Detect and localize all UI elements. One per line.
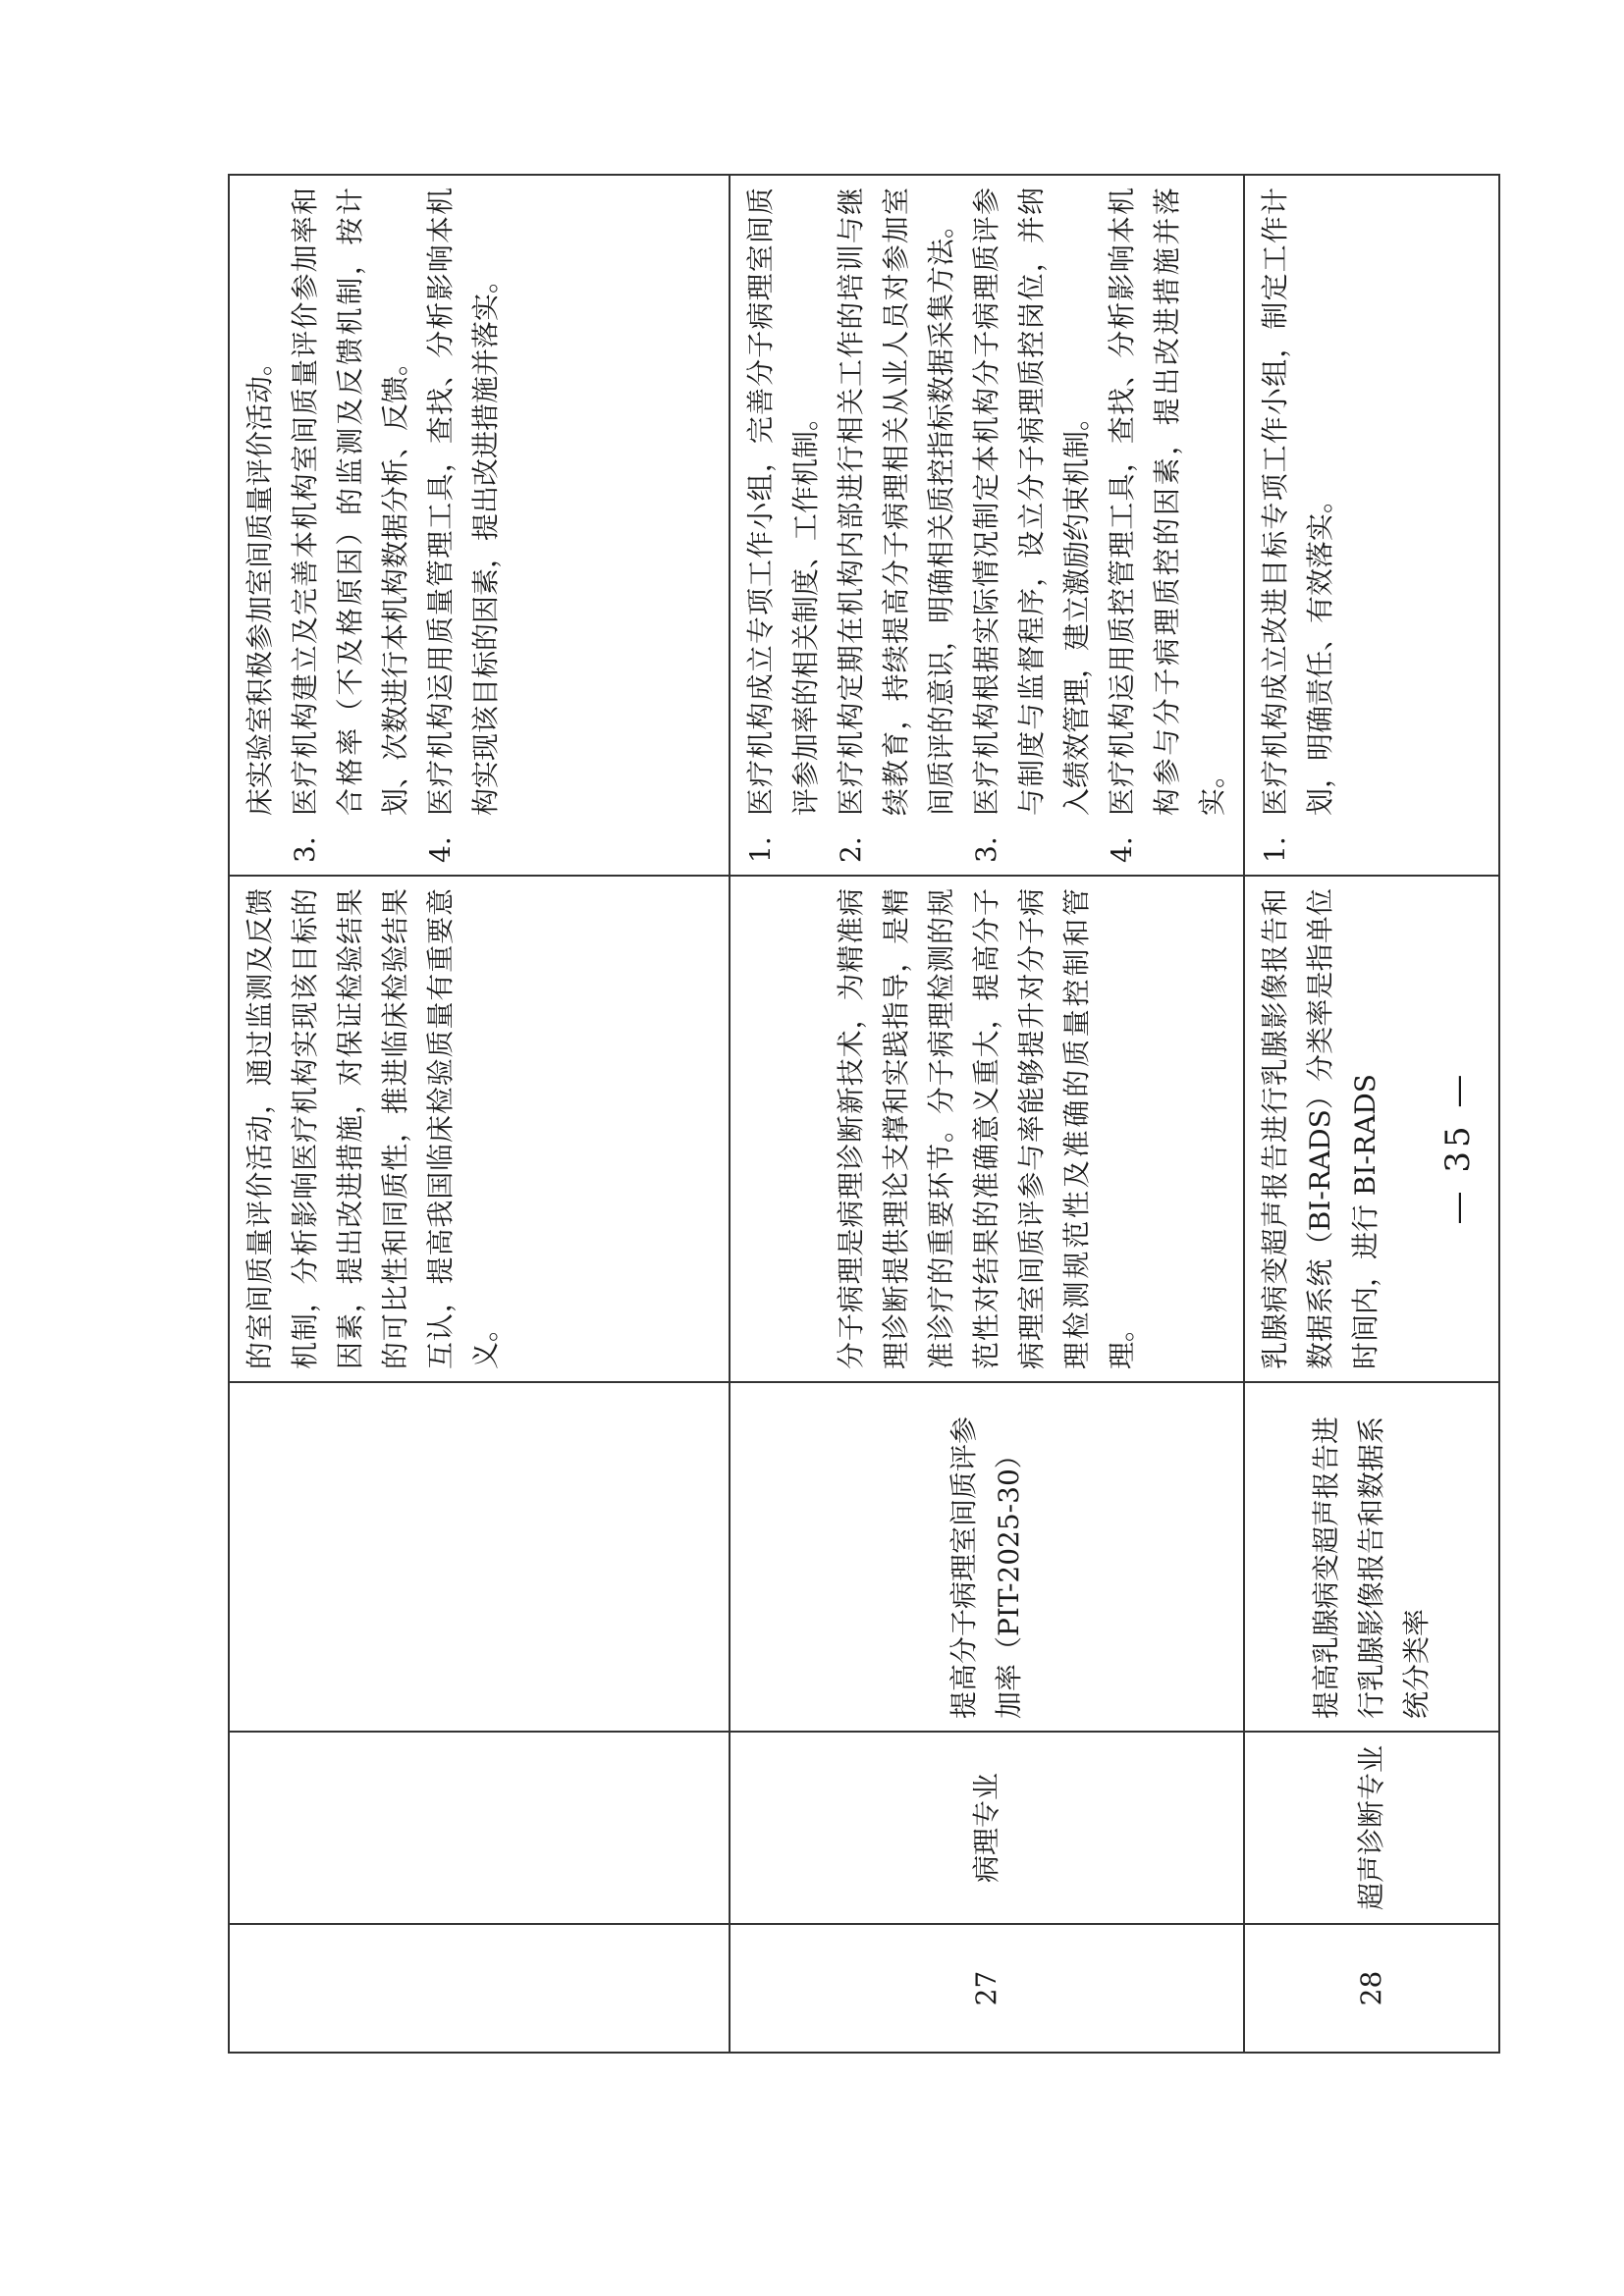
measures-cell	[1244, 175, 1499, 876]
measure-number: 1.	[1259, 836, 1291, 863]
measure-item	[238, 187, 283, 863]
measure-text: 医疗机构成立改进目标专项工作小组，制定工作计划，明确责任、有效落实。	[1259, 187, 1336, 816]
measure-number: 1.	[744, 836, 777, 863]
row-number: 28	[1244, 1924, 1499, 2053]
measure-number: 2.	[835, 836, 867, 863]
quality-target-table	[228, 174, 1500, 2054]
description-cell: 的室间质量评价活动，通过监测及反馈机制，分析影响医疗机构实现该目标的因素，提出改进措施，对保证检验结果的可比性和同质性，推进临床检验结果互认，提高我国临床检验质量有重要意义。	[229, 876, 730, 1382]
measure-item	[1253, 187, 1343, 863]
row-number	[229, 1924, 730, 2053]
measure-number: 3.	[970, 836, 1002, 863]
row-number: 27	[730, 1924, 1244, 2053]
measure-text: 医疗机构建立及完善本机构室间质量评价参加率和合格率（不及格原因）的监测及反馈机制，按计划、次数进行本机构数据分析、反馈。	[289, 187, 411, 816]
description-cell: 分子病理是病理诊断新技术，为精准病理诊断提供理论支撑和实践指导，是精准诊疗的重要环节。分子病理检测的规范性对结果的准确意义重大，提高分子病理室间质评参与率能够提升对分子病理检测规范性及准确的质量控制和管理。	[730, 876, 1244, 1382]
goal-cell	[229, 1382, 730, 1732]
measure-number	[238, 816, 283, 863]
specialty-cell: 病理专业	[730, 1732, 1244, 1924]
specialty-cell	[229, 1732, 730, 1924]
table-row	[229, 175, 730, 2053]
measure-number: 3.	[289, 836, 321, 863]
measure-text: 医疗机构定期在机构内部进行相关工作的培训与继续教育，持续提高分子病理相关从业人员对参加室间质评的意识，明确相关质控指标数据采集方法。	[835, 187, 957, 816]
measure-item	[738, 187, 829, 863]
measure-text: 医疗机构运用质量管理工具，查找、分析影响本机构实现该目标的因素，提出改进措施并落实。	[424, 187, 502, 816]
measure-item	[829, 187, 964, 863]
page-number: — 35 —	[1438, 1070, 1478, 1225]
measure-text: 医疗机构根据实际情况制定本机构分子病理质评参与制度与监督程序，设立分子病理质控岗位，并纳入绩效管理，建立激励约束机制。	[970, 187, 1093, 816]
specialty-cell: 超声诊断专业	[1244, 1732, 1499, 1924]
measure-text: 医疗机构运用质控管理工具，查找、分析影响本机构参与分子病理质控的因素，提出改进措施并落实。	[1106, 187, 1228, 816]
measure-text: 医疗机构成立专项工作小组，完善分子病理室间质评参加率的相关制度、工作机制。	[744, 187, 822, 816]
measure-item	[418, 187, 509, 863]
measure-item	[283, 187, 418, 863]
measure-number: 4.	[424, 836, 457, 863]
measures-cell	[229, 175, 730, 876]
goal-cell: 提高乳腺病变超声报告进行乳腺影像报告和数据系统分类率	[1244, 1382, 1499, 1732]
measure-number: 4.	[1106, 836, 1138, 863]
measure-item	[1100, 187, 1235, 863]
table-row	[730, 175, 1244, 2053]
measure-item	[964, 187, 1100, 863]
measures-cell	[730, 175, 1244, 876]
measure-text: 床实验室积极参加室间质量评价活动。	[244, 347, 276, 816]
description-cell: 乳腺病变超声报告进行乳腺影像报告和数据系统（BI-RADS）分类率是指单位时间内，进行 BI-RADS	[1244, 876, 1499, 1382]
goal-cell: 提高分子病理室间质评参加率（PIT-2025-30）	[730, 1382, 1244, 1732]
